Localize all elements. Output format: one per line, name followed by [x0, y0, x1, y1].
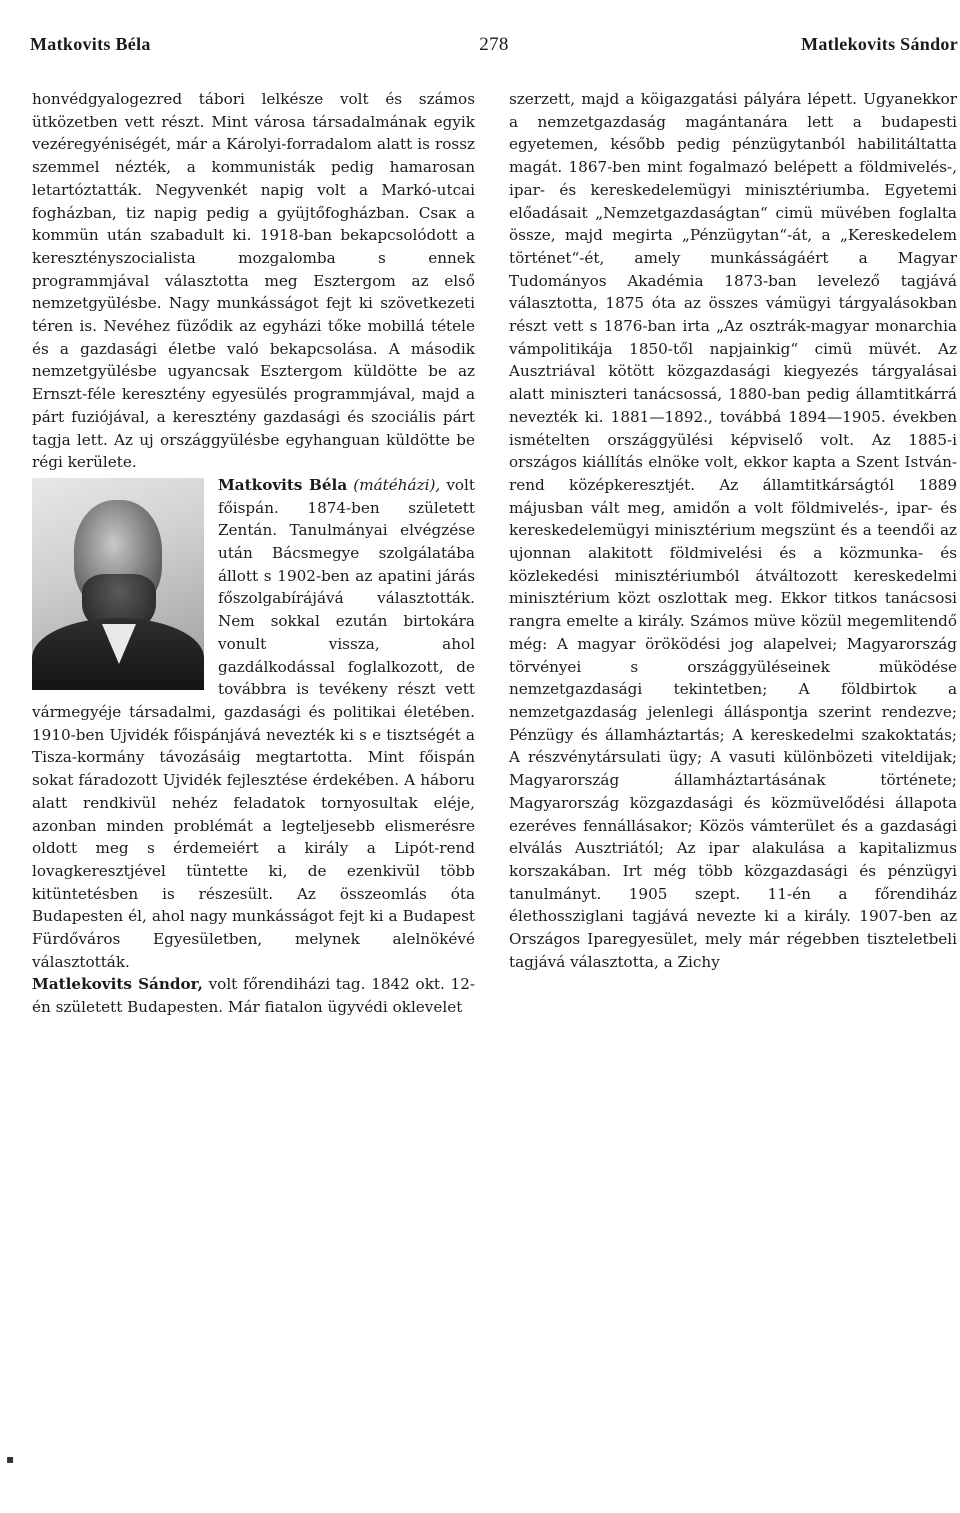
entry-alias: (mátéházi), — [353, 475, 441, 494]
entry-matlekovits-sandor — [32, 973, 475, 1018]
entry-body: volt főrendiházi tag. 1842 okt. 12-én született Budapesten. Már fiatalon ügyvédi oklevelet — [32, 975, 476, 1017]
margin-mark: ▪ — [6, 1452, 15, 1466]
entry-name: Matkovits Béla — [218, 475, 348, 494]
page-number: 278 — [479, 34, 509, 55]
entry-continuation: honvédgyalogezred tábori lelkésze volt és számos ütközetben vett részt. Mint városa társadalmának egyik vezéregyéniségét, már a Károlyi-forradalom alatt is rossz szemmel nézték, a kommunisták pedig hamarosan letartóztatták. Negyvenkét napig volt a Markó-utcai fogházban, tiz napig pedig a gyüjtőfogházban. Csaк a kommün után szabadult ki. 1918-ban bekapcsolódott a keresztényszocialista mozgalomba s ennek programmjával választotta meg Esztergom az első nemzetgyülésbe. Nagy munkásságot fejt ki szövetkezeti téren is. Nevéhez füződik az egyházi tőke mobillá tétele és a gazdasági életbe való bekapcsolása. A második nemzetgyülésbe ugyancsak Esztergom küldötte be az Ernszt-féle keresztény egyesülés programmjával, majd a párt fuziójával, a keresztény gazdasági és szociális párt tagja lett. Az uj országgyülésbe egyhanguan küldötte be régi kerülete. — [32, 90, 475, 472]
left-column — [32, 88, 475, 1019]
right-column — [509, 88, 957, 973]
entry-name: Matlekovits Sándor, — [32, 975, 203, 994]
page-header — [30, 34, 958, 62]
entry-matkovits-bela — [32, 474, 475, 973]
header-right-name: Matlekovits Sándor — [801, 34, 958, 54]
header-left-name: Matkovits Béla — [30, 34, 151, 54]
entry-continuation-right: szerzett, majd a köigazgatási pályára lépett. Ugyanekkor a nemzetgazdaság magántanára lett a budapesti egyetemen, később pedig pénzügytanból habilitáltatta magát. 1867-ben mint fogalmazó belépett a földmivelés-, ipar- és kereskedelemügyi minisztériumba. Egyetemi előadásait „Nemzetgazdaságtan“ cimü müvében foglalta össze, majd megirta „Pénzügytan“-át, a „Kereskedelem történet“-ét, amely munkásságáért a Magyar Tudományos Akadémia 1873-ban levelező tagjává választotta, 1875 óta az összes vámügyi tárgyalásokban részt vett s 1876-ban irta „Az osztrák-magyar monarchia vámpolitikája 1850-től napjainkig“ cimü müvét. Az Ausztriával kötött közgazdasági kiegyezés tárgyalásai alatt miniszteri tanácsossá, 1880-ban pedig államtitkárrá nevezték ki. 1881—1892., továbbá 1894—1905. években ismételten országgyülési képviselő volt. Az 1885-i országos kiállítás elnöke volt, ekkor kapta a Szent István-rend középkeresztjét. Az államtitkárságtól 1889 májusban vált meg, amidőn a volt földmivelés-, ipar- és kereskedelemügyi minisztérium megszünt és a teendői az ujonnan alakitott földmivelési és a közmunka- és közlekedési minisztériumból átváltozott kereskedelmi minisztérium közt oszlottak meg. Ekkor titkos tanácsosi rangra emelte a király. Számos müve közül megemlitendő még: A magyar öröködési jog alapelvei; Magyarország törvényei s országgyüléseinek müködése nemzetgazdasági tekintetben; A földbirtok a nemzetgazdaság jelenlegi álláspontja szerint rendezve; Pénzügy és államháztartás; A kereskedelmi szakoktatás; A részvénytársulati ügy; A vasuti különbözeti viteldijak; Magyarország államháztartásának története; Magyarország közgazdasági és közmüvelődési állapota ezeréves fennállásakor; Közös vámterület és a gazdasági elválás Ausztriától; Az ipar alakulása a kapitalizmus korszakában. Irt még több közgazdasági és pénzügyi tanulmányt. 1905 szept. 11-én a főrendiház élethossziglani tagjává nevezte ki a király. 1907-ben az Országos Iparegyesület, mely már régebben tiszteletbeli tagjává választotta, a Zichy — [509, 90, 957, 971]
portrait-photo — [32, 478, 204, 690]
entry-body: volt főispán. 1874-ben született Zentán. Tanulmányai elvégzése után Bácsmegye szolgálatába állott s 1902-ben az apatini járás főszolgabírájává választották. Nem sokkal ezután birtokára vonult vissza, ahol gazdálkodással foglalkozott, de továbbra is tevékeny részt vett vármegyéje társadalmi, gazdasági és politikai életében. 1910-ben Ujvidék főispánjává nevezték ki s e tisztségét a Tisza-kormány távozásáig megtartotta. Mint főispán sokat fáradozott Ujvidék fejlesztése érdekében. A háboru alatt rendkivül nehéz feladatok tornyosultak eléje, azonban minden problémát a legteljesebb elismerésre oldott meg s érdemeiért a király a Lipót-rend lovagkeresztjével tüntette ki, de ezenkivül több kitüntetésben is részesült. Az összeomlás óta Budapesten él, ahol nagy munkásságot fejt ki a Budapest Fürdőváros Egyesületben, melynek alelnökévé választották. — [32, 475, 475, 971]
